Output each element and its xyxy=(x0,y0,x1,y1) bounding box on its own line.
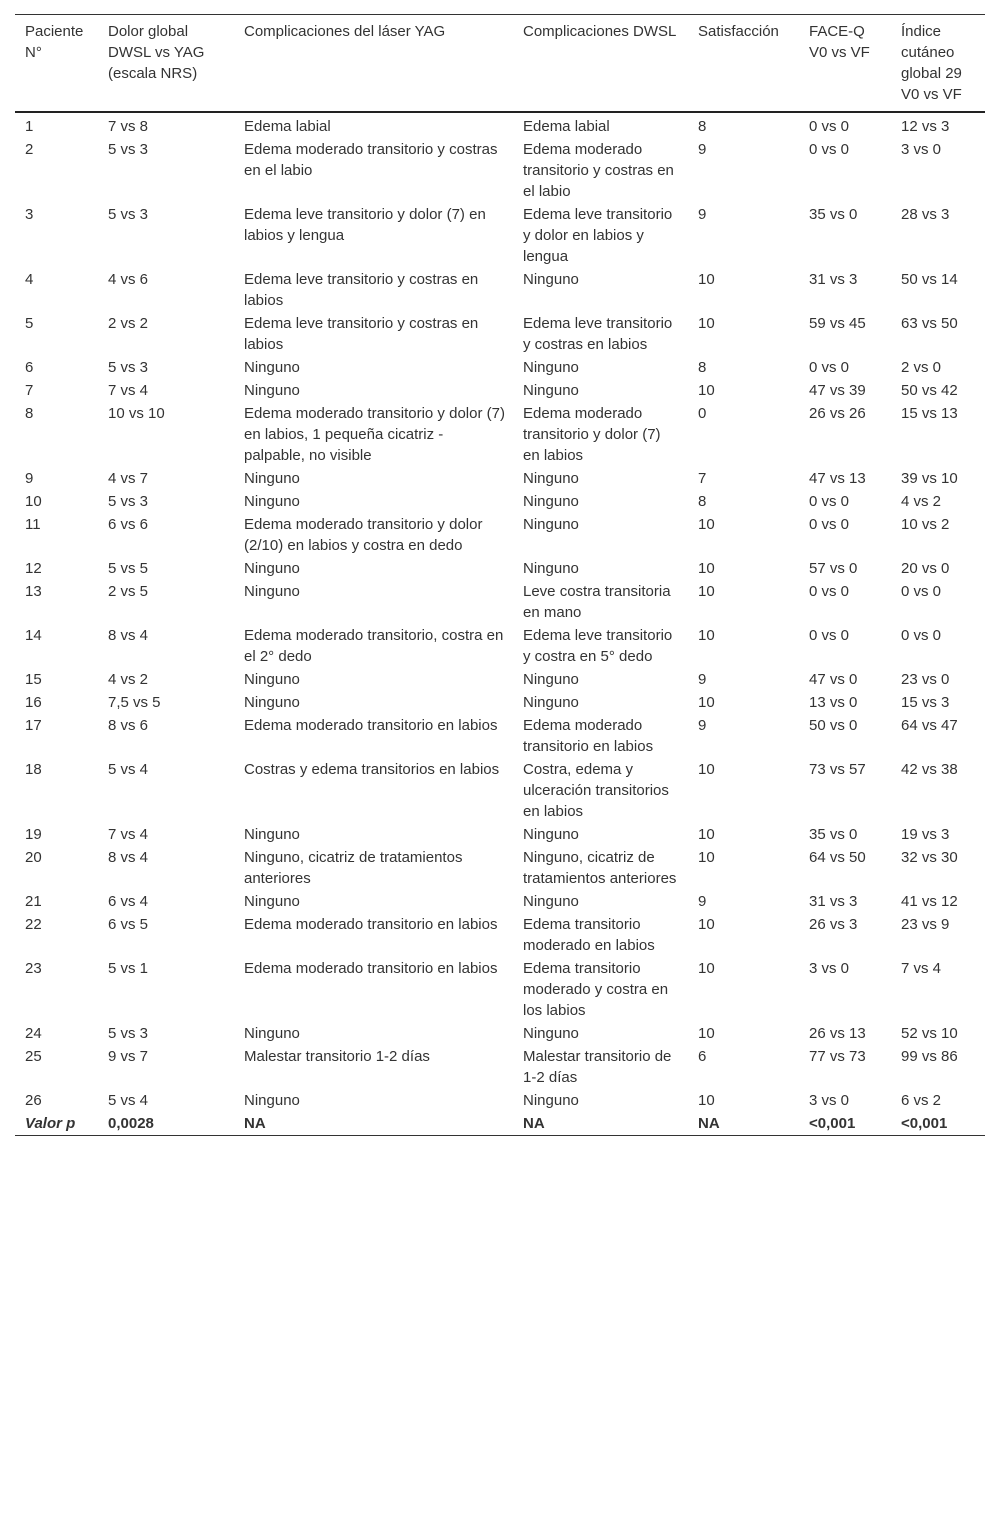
header-patient: Paciente N° xyxy=(25,23,84,61)
cell-satisfaction: 10 xyxy=(698,960,715,977)
header-yag-complications: Complicaciones del láser YAG xyxy=(244,23,446,40)
cell-skin-index: 50 vs 42 xyxy=(901,382,958,399)
cell-yag-complications: Ninguno xyxy=(244,893,300,910)
pvalue-label: Valor p xyxy=(25,1115,76,1132)
cell-yag-complications: Edema moderado transitorio, costra en el 2° dedo xyxy=(244,627,504,665)
cell-pain: 8 vs 4 xyxy=(108,849,149,866)
cell-faceq: 57 vs 0 xyxy=(809,560,858,577)
cell-dwsl-complications: Edema labial xyxy=(523,118,610,135)
cell-dwsl-complications: Ninguno xyxy=(523,560,579,577)
cell-dwsl-complications: Costra, edema y ulceración transitorios en labios xyxy=(523,761,669,820)
cell-pain: 2 vs 5 xyxy=(108,583,149,600)
cell-dwsl-complications: Ninguno xyxy=(523,516,579,533)
cell-skin-index: 28 vs 3 xyxy=(901,206,950,223)
table-row xyxy=(15,913,985,957)
cell-patient: 8 xyxy=(25,405,34,422)
cell-pain: 6 vs 6 xyxy=(108,516,149,533)
cell-skin-index: 12 vs 3 xyxy=(901,118,950,135)
cell-patient: 11 xyxy=(25,516,41,533)
table-row xyxy=(15,379,985,402)
cell-skin-index: 2 vs 0 xyxy=(901,359,942,376)
cell-skin-index: 50 vs 14 xyxy=(901,271,958,288)
cell-faceq: 0 vs 0 xyxy=(809,583,850,600)
cell-satisfaction: 0 xyxy=(698,405,707,422)
cell-dwsl-complications: Leve costra transitoria en mano xyxy=(523,583,671,621)
table-row xyxy=(15,356,985,379)
cell-patient: 14 xyxy=(25,627,42,644)
cell-skin-index: 64 vs 47 xyxy=(901,717,958,734)
cell-dwsl-complications: Edema transitorio moderado en labios xyxy=(523,916,655,954)
cell-yag-complications: Edema moderado transitorio y dolor (2/10) en labios y costra en dedo xyxy=(244,516,483,554)
cell-patient: 20 xyxy=(25,849,42,866)
table-row xyxy=(15,580,985,624)
cell-faceq: 31 vs 3 xyxy=(809,893,858,910)
pvalue-cell: NA xyxy=(523,1115,545,1132)
cell-yag-complications: Edema moderado transitorio y costras en el labio xyxy=(244,141,498,179)
cell-faceq: 59 vs 45 xyxy=(809,315,866,332)
pvalue-cell: NA xyxy=(698,1115,720,1132)
cell-pain: 5 vs 1 xyxy=(108,960,149,977)
cell-dwsl-complications: Ninguno xyxy=(523,271,579,288)
cell-satisfaction: 8 xyxy=(698,359,707,376)
cell-pain: 6 vs 4 xyxy=(108,893,149,910)
cell-satisfaction: 6 xyxy=(698,1048,707,1065)
cell-skin-index: 0 vs 0 xyxy=(901,583,942,600)
cell-faceq: 0 vs 0 xyxy=(809,493,850,510)
cell-patient: 25 xyxy=(25,1048,42,1065)
cell-dwsl-complications: Ninguno xyxy=(523,826,579,843)
cell-skin-index: 39 vs 10 xyxy=(901,470,958,487)
cell-yag-complications: Ninguno, cicatriz de tratamientos anteriores xyxy=(244,849,463,887)
cell-dwsl-complications: Ninguno xyxy=(523,893,579,910)
cell-faceq: 77 vs 73 xyxy=(809,1048,866,1065)
pvalue-row xyxy=(15,1112,985,1136)
table-row xyxy=(15,312,985,356)
cell-patient: 18 xyxy=(25,761,42,778)
cell-skin-index: 19 vs 3 xyxy=(901,826,950,843)
cell-dwsl-complications: Edema transitorio moderado y costra en los labios xyxy=(523,960,669,1019)
cell-satisfaction: 8 xyxy=(698,493,707,510)
table-row xyxy=(15,557,985,580)
cell-pain: 7 vs 8 xyxy=(108,118,149,135)
pvalue-cell: 0,0028 xyxy=(108,1115,154,1132)
cell-skin-index: 7 vs 4 xyxy=(901,960,942,977)
data-table xyxy=(15,14,985,1136)
cell-patient: 9 xyxy=(25,470,34,487)
cell-yag-complications: Edema labial xyxy=(244,118,331,135)
cell-patient: 19 xyxy=(25,826,42,843)
cell-faceq: 47 vs 39 xyxy=(809,382,866,399)
cell-pain: 4 vs 6 xyxy=(108,271,149,288)
cell-pain: 5 vs 4 xyxy=(108,1092,149,1109)
cell-patient: 3 xyxy=(25,206,34,223)
cell-patient: 7 xyxy=(25,382,34,399)
table-row xyxy=(15,203,985,268)
cell-skin-index: 4 vs 2 xyxy=(901,493,942,510)
table-row xyxy=(15,714,985,758)
cell-skin-index: 99 vs 86 xyxy=(901,1048,958,1065)
cell-satisfaction: 10 xyxy=(698,315,715,332)
table-row xyxy=(15,490,985,513)
cell-patient: 21 xyxy=(25,893,42,910)
header-satisfaction: Satisfacción xyxy=(698,23,779,40)
table-row xyxy=(15,668,985,691)
cell-patient: 5 xyxy=(25,315,34,332)
cell-satisfaction: 10 xyxy=(698,1092,715,1109)
cell-satisfaction: 10 xyxy=(698,916,715,933)
cell-yag-complications: Ninguno xyxy=(244,560,300,577)
cell-pain: 7 vs 4 xyxy=(108,382,149,399)
cell-yag-complications: Ninguno xyxy=(244,1025,300,1042)
cell-patient: 15 xyxy=(25,671,42,688)
table-row xyxy=(15,691,985,714)
cell-skin-index: 20 vs 0 xyxy=(901,560,950,577)
table-row xyxy=(15,846,985,890)
cell-faceq: 31 vs 3 xyxy=(809,271,858,288)
cell-faceq: 26 vs 26 xyxy=(809,405,866,422)
cell-yag-complications: Ninguno xyxy=(244,826,300,843)
cell-satisfaction: 10 xyxy=(698,627,715,644)
cell-satisfaction: 10 xyxy=(698,849,715,866)
cell-pain: 5 vs 3 xyxy=(108,359,149,376)
header-dwsl-complications: Complicaciones DWSL xyxy=(523,23,677,40)
cell-patient: 2 xyxy=(25,141,34,158)
cell-faceq: 0 vs 0 xyxy=(809,118,850,135)
cell-pain: 9 vs 7 xyxy=(108,1048,149,1065)
cell-faceq: 64 vs 50 xyxy=(809,849,866,866)
cell-skin-index: 42 vs 38 xyxy=(901,761,958,778)
cell-satisfaction: 10 xyxy=(698,694,715,711)
cell-yag-complications: Ninguno xyxy=(244,671,300,688)
cell-satisfaction: 10 xyxy=(698,516,715,533)
cell-pain: 5 vs 3 xyxy=(108,206,149,223)
cell-pain: 5 vs 3 xyxy=(108,493,149,510)
cell-pain: 8 vs 6 xyxy=(108,717,149,734)
cell-patient: 24 xyxy=(25,1025,42,1042)
cell-dwsl-complications: Edema moderado transitorio y dolor (7) en labios xyxy=(523,405,661,464)
table-row xyxy=(15,513,985,557)
cell-yag-complications: Costras y edema transitorios en labios xyxy=(244,761,500,778)
cell-dwsl-complications: Ninguno xyxy=(523,1092,579,1109)
table-container xyxy=(15,14,985,1136)
cell-faceq: 26 vs 3 xyxy=(809,916,858,933)
table-row xyxy=(15,823,985,846)
table-row xyxy=(15,112,985,138)
pvalue-cell: <0,001 xyxy=(809,1115,856,1132)
cell-patient: 22 xyxy=(25,916,42,933)
cell-pain: 7 vs 4 xyxy=(108,826,149,843)
cell-dwsl-complications: Edema leve transitorio y costras en labios xyxy=(523,315,673,353)
cell-dwsl-complications: Edema leve transitorio y dolor en labios y lengua xyxy=(523,206,673,265)
cell-faceq: 35 vs 0 xyxy=(809,826,858,843)
cell-dwsl-complications: Ninguno xyxy=(523,359,579,376)
cell-dwsl-complications: Malestar transitorio de 1-2 días xyxy=(523,1048,672,1086)
cell-skin-index: 41 vs 12 xyxy=(901,893,958,910)
cell-faceq: 0 vs 0 xyxy=(809,516,850,533)
cell-faceq: 3 vs 0 xyxy=(809,1092,850,1109)
cell-satisfaction: 10 xyxy=(698,1025,715,1042)
cell-skin-index: 52 vs 10 xyxy=(901,1025,958,1042)
cell-dwsl-complications: Edema moderado transitorio y costras en el labio xyxy=(523,141,674,200)
cell-satisfaction: 9 xyxy=(698,893,707,910)
table-row xyxy=(15,758,985,823)
cell-dwsl-complications: Edema moderado transitorio en labios xyxy=(523,717,654,755)
cell-yag-complications: Edema leve transitorio y costras en labios xyxy=(244,271,479,309)
cell-satisfaction: 10 xyxy=(698,560,715,577)
cell-skin-index: 23 vs 0 xyxy=(901,671,950,688)
pvalue-cell: <0,001 xyxy=(901,1115,948,1132)
header-pain: Dolor global DWSL vs YAG (escala NRS) xyxy=(108,23,205,82)
cell-satisfaction: 10 xyxy=(698,271,715,288)
cell-skin-index: 23 vs 9 xyxy=(901,916,950,933)
cell-skin-index: 15 vs 13 xyxy=(901,405,958,422)
cell-pain: 2 vs 2 xyxy=(108,315,149,332)
cell-pain: 5 vs 4 xyxy=(108,761,149,778)
cell-satisfaction: 9 xyxy=(698,671,707,688)
cell-yag-complications: Edema moderado transitorio en labios xyxy=(244,916,498,933)
table-body xyxy=(15,112,985,1136)
cell-patient: 10 xyxy=(25,493,42,510)
cell-dwsl-complications: Ninguno xyxy=(523,382,579,399)
cell-yag-complications: Edema leve transitorio y dolor (7) en labios y lengua xyxy=(244,206,486,244)
header-faceq: FACE-Q V0 vs VF xyxy=(809,23,870,61)
cell-patient: 16 xyxy=(25,694,42,711)
cell-pain: 10 vs 10 xyxy=(108,405,165,422)
cell-pain: 4 vs 7 xyxy=(108,470,149,487)
table-row xyxy=(15,268,985,312)
table-row xyxy=(15,1089,985,1112)
cell-skin-index: 15 vs 3 xyxy=(901,694,950,711)
cell-yag-complications: Edema leve transitorio y costras en labios xyxy=(244,315,479,353)
cell-patient: 13 xyxy=(25,583,42,600)
cell-satisfaction: 9 xyxy=(698,206,707,223)
cell-yag-complications: Ninguno xyxy=(244,382,300,399)
cell-pain: 7,5 vs 5 xyxy=(108,694,161,711)
table-row xyxy=(15,402,985,467)
cell-skin-index: 32 vs 30 xyxy=(901,849,958,866)
cell-patient: 4 xyxy=(25,271,34,288)
cell-patient: 23 xyxy=(25,960,42,977)
cell-pain: 5 vs 3 xyxy=(108,1025,149,1042)
cell-skin-index: 63 vs 50 xyxy=(901,315,958,332)
cell-faceq: 26 vs 13 xyxy=(809,1025,866,1042)
cell-yag-complications: Ninguno xyxy=(244,694,300,711)
table-row xyxy=(15,624,985,668)
header-row xyxy=(15,15,985,113)
cell-dwsl-complications: Ninguno xyxy=(523,1025,579,1042)
cell-yag-complications: Ninguno xyxy=(244,359,300,376)
pvalue-cell: NA xyxy=(244,1115,266,1132)
header-skin-index: Índice cutáneo global 29 V0 vs VF xyxy=(901,23,962,103)
cell-faceq: 50 vs 0 xyxy=(809,717,858,734)
cell-dwsl-complications: Ninguno xyxy=(523,493,579,510)
cell-pain: 5 vs 5 xyxy=(108,560,149,577)
cell-faceq: 47 vs 0 xyxy=(809,671,858,688)
cell-patient: 17 xyxy=(25,717,42,734)
cell-dwsl-complications: Ninguno xyxy=(523,671,579,688)
cell-satisfaction: 10 xyxy=(698,583,715,600)
cell-satisfaction: 10 xyxy=(698,826,715,843)
cell-yag-complications: Ninguno xyxy=(244,583,300,600)
table-row xyxy=(15,957,985,1022)
cell-patient: 1 xyxy=(25,118,34,135)
cell-yag-complications: Ninguno xyxy=(244,470,300,487)
cell-pain: 5 vs 3 xyxy=(108,141,149,158)
cell-skin-index: 3 vs 0 xyxy=(901,141,942,158)
cell-faceq: 0 vs 0 xyxy=(809,359,850,376)
cell-satisfaction: 8 xyxy=(698,118,707,135)
cell-faceq: 3 vs 0 xyxy=(809,960,850,977)
cell-yag-complications: Edema moderado transitorio en labios xyxy=(244,960,498,977)
table-row xyxy=(15,890,985,913)
cell-satisfaction: 9 xyxy=(698,141,707,158)
cell-faceq: 73 vs 57 xyxy=(809,761,866,778)
cell-satisfaction: 10 xyxy=(698,382,715,399)
cell-skin-index: 10 vs 2 xyxy=(901,516,950,533)
table-row xyxy=(15,467,985,490)
cell-pain: 6 vs 5 xyxy=(108,916,149,933)
cell-dwsl-complications: Ninguno xyxy=(523,694,579,711)
cell-skin-index: 6 vs 2 xyxy=(901,1092,942,1109)
cell-faceq: 0 vs 0 xyxy=(809,141,850,158)
cell-yag-complications: Edema moderado transitorio en labios xyxy=(244,717,498,734)
cell-yag-complications: Edema moderado transitorio y dolor (7) en labios, 1 pequeña cicatriz - palpable, no visible xyxy=(244,405,505,464)
cell-yag-complications: Ninguno xyxy=(244,1092,300,1109)
cell-dwsl-complications: Edema leve transitorio y costra en 5° dedo xyxy=(523,627,673,665)
cell-pain: 8 vs 4 xyxy=(108,627,149,644)
cell-satisfaction: 7 xyxy=(698,470,707,487)
cell-faceq: 35 vs 0 xyxy=(809,206,858,223)
cell-yag-complications: Malestar transitorio 1-2 días xyxy=(244,1048,430,1065)
cell-satisfaction: 9 xyxy=(698,717,707,734)
cell-skin-index: 0 vs 0 xyxy=(901,627,942,644)
cell-dwsl-complications: Ninguno, cicatriz de tratamientos anteriores xyxy=(523,849,677,887)
cell-satisfaction: 10 xyxy=(698,761,715,778)
table-row xyxy=(15,138,985,203)
cell-patient: 26 xyxy=(25,1092,42,1109)
cell-faceq: 0 vs 0 xyxy=(809,627,850,644)
cell-faceq: 47 vs 13 xyxy=(809,470,866,487)
table-row xyxy=(15,1022,985,1045)
cell-faceq: 13 vs 0 xyxy=(809,694,858,711)
cell-patient: 6 xyxy=(25,359,34,376)
table-row xyxy=(15,1045,985,1089)
cell-pain: 4 vs 2 xyxy=(108,671,149,688)
cell-yag-complications: Ninguno xyxy=(244,493,300,510)
cell-patient: 12 xyxy=(25,560,42,577)
cell-dwsl-complications: Ninguno xyxy=(523,470,579,487)
